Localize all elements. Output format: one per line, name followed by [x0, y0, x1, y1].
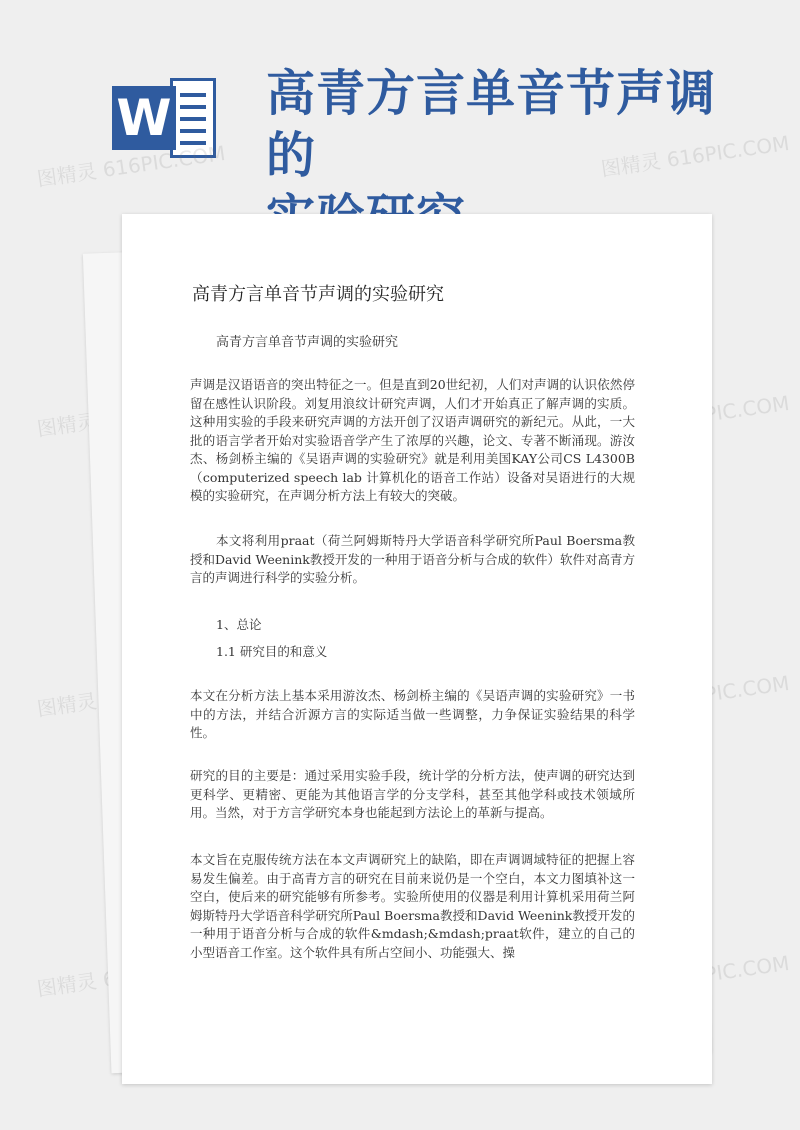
- word-icon-page: [170, 78, 216, 158]
- subsection-heading: 1.1 研究目的和意义: [216, 644, 328, 659]
- banner-title-line1: 高青方言单音节声调的: [266, 64, 717, 184]
- watermark: 616PIC.COM: [665, 390, 791, 432]
- word-document-icon: [112, 72, 220, 164]
- watermark: 图精灵: [35, 968, 99, 1002]
- banner: [0, 0, 800, 200]
- watermark: 图精灵 616PIC.COM: [599, 130, 791, 182]
- paragraph-method: 本文将利用praat（荷兰阿姆斯特丹大学语音科学研究所Paul Boersma教授和David Weenink教授开发的一种用于语音分析与合成的软件）软件对高青方言的声调进行科学的实验分析。: [190, 533, 635, 585]
- document-title: 高青方言单音节声调的实验研究: [192, 284, 444, 305]
- paragraph-analysis: 本文在分析方法上基本采用游汝杰、杨剑桥主编的《吴语声调的实验研究》一书中的方法，并结合沂源方言的实际适当做一些调整，力争保证实验结果的科学性。: [190, 688, 635, 740]
- paragraph-purpose: 研究的目的主要是：通过采用实验手段，统计学的分析方法，使声调的研究达到更科学、更精密、更能为其他语言学的分支学科，甚至其他学科或技术领域所用。当然，对于方言学研究本身也能起到方法论上的革新与提高。: [190, 768, 635, 820]
- watermark: 图精灵 616PIC.COM: [35, 140, 227, 192]
- paragraph-significance: 本文旨在克服传统方法在本文声调研究上的缺陷，即在声调调域特征的把握上容易发生偏差。由于高青方言的研究在目前来说仍是一个空白，本文力图填补这一空白，使后来的研究能够有所参考。实验所使用的仪器是利用计算机采用荷兰阿姆斯特丹大学语音科学研究所Paul Boersma教授和David Weenink教授开发的一种用于语音分析与合成的软件&mdash;&mdash;praat软件，建立的自己的小型语音工作室。这个软件具有所占空间小、功能强大、操: [190, 852, 635, 960]
- word-icon-letter: W: [112, 86, 176, 150]
- document-page: [122, 214, 712, 1084]
- section-heading: 1、总论: [216, 617, 262, 632]
- document-subtitle: 高青方言单音节声调的实验研究: [216, 335, 399, 350]
- watermark: 图精灵: [35, 688, 99, 722]
- watermark: 616PIC.COM: [665, 670, 791, 712]
- watermark: 图精灵: [35, 408, 99, 442]
- watermark: 616PIC.COM: [665, 950, 791, 992]
- paragraph-intro: 声调是汉语语音的突出特征之一。但是直到20世纪初，人们对声调的认识依然停留在感性认识阶段。刘复用浪纹计研究声调，人们才开始真正了解声调的实质。这种用实验的手段来研究声调的方法开创了汉语声调研究的新纪元。从此，一大批的语言学者开始对实验语音学产生了浓厚的兴趣，论文、专著不断涌现。游汝杰、杨剑桥主编的《吴语声调的实验研究》就是利用美国KAY公司CS L4300B（computerized speech lab 计算机化的语音工作站）设备对吴语进行的大规模的实验研究，在声调分析方法上有较大的突破。: [190, 377, 635, 503]
